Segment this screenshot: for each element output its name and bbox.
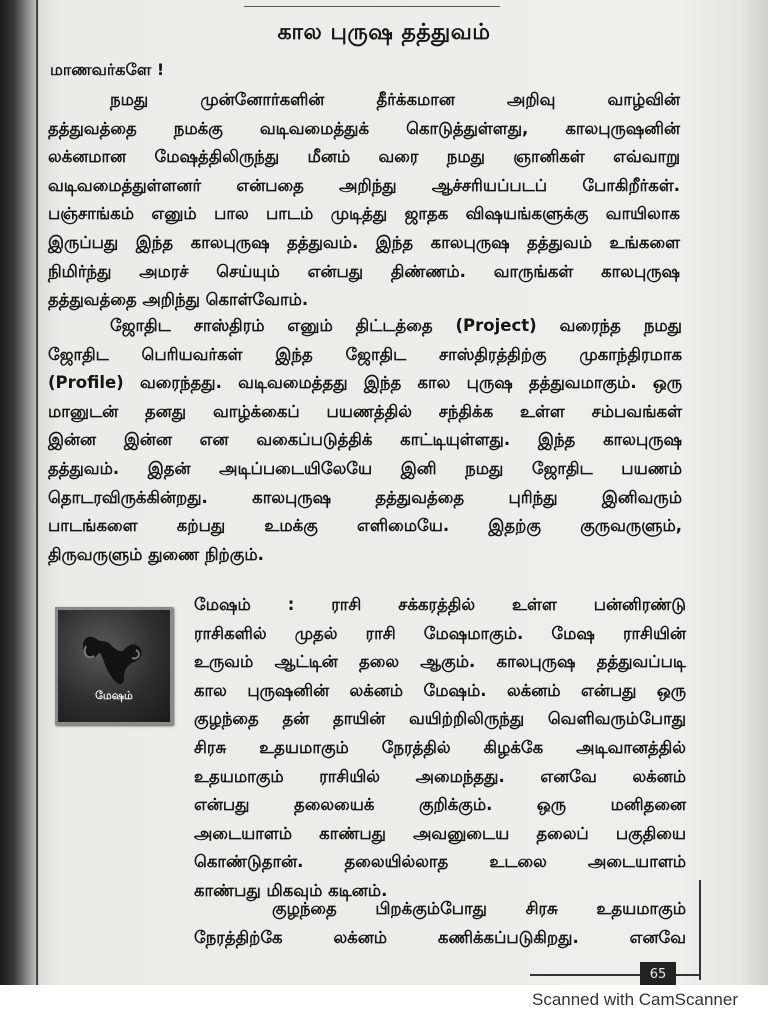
text-line: தத்துவத்தை அறிந்து கொள்வோம். [48, 290, 309, 310]
paragraph-child-birth [194, 895, 686, 952]
text-line: ஜோதிட பெரியவர்கள் இந்த ஜோதிட சாஸ்திரத்திற்கு முகாந்திரமாக [48, 344, 682, 364]
paragraph-project [48, 312, 682, 569]
ram-head-icon [58, 610, 170, 722]
text-line: ஜோதிட சாஸ்திரம் எனும் திட்டத்தை (Project) வரைந்த நமது [110, 316, 682, 335]
text-line: நிமிர்ந்து அமரச் செய்யும் என்பது திண்ணம். வாருங்கள் காலபுருஷ [48, 261, 680, 281]
text-line: (Profile) வரைந்தது. வடிவமைத்தது இந்த கால புருஷ தத்துவமாகும். ஒரு [48, 373, 682, 393]
left-margin-rule [36, 0, 38, 985]
text-line: காண்பது மிகவும் கடினம். [194, 880, 388, 900]
text-line: இன்ன இன்ன என வகைப்படுத்திக் காட்டியுள்ளது. இந்த காலபுருஷ [48, 430, 682, 450]
right-corner-rule [699, 880, 701, 980]
text-line: உதயமாகும் ராசியில் அமைந்தது. எனவே லக்னம் [194, 766, 686, 786]
text-line: என்பது தலையைக் குறிக்கும். ஒரு மனிதனை [194, 795, 686, 815]
paragraph-intro [48, 86, 680, 315]
text-line: மானுடன் தனது வாழ்க்கைப் பயணத்தில் சந்திக்க உள்ள சம்பவங்கள் [48, 401, 682, 421]
text-line: திருவருளும் துணை நிற்கும். [48, 544, 264, 564]
paragraph-mesham [194, 591, 686, 906]
text-line: அடையாளம் காண்பது அவனுடைய தலைப் பகுதியை [194, 823, 686, 843]
text-line: தத்துவத்தை நமக்கு வடிவமைத்துக் கொடுத்துள்ளது, காலபுருஷனின் [48, 118, 680, 138]
aries-ram-image [55, 607, 173, 725]
text-line: உருவம் ஆட்டின் தலை ஆகும். காலபுருஷ தத்துவப்படி [194, 652, 686, 672]
text-line: நமது முன்னோர்களின் தீர்க்கமான அறிவு வாழ்வின் [110, 90, 680, 109]
text-line: கொண்டுதான். தலையில்லாத உடலை அடையாளம் [194, 852, 686, 872]
text-line: சிரசு உதயமாகும் நேரத்தில் கிழக்கே அடிவானத்தில் [194, 737, 686, 757]
text-line: குழந்தை தன் தாயின் வயிற்றிலிருந்து வெளிவரும்போது [194, 709, 686, 729]
text-line: பாடங்களை கற்பது உமக்கு எளிமையே. இதற்கு குருவருளும், [48, 516, 682, 536]
text-line: ராசிகளில் முதல் ராசி மேஷமாகும். மேஷ ராசியின் [194, 623, 686, 643]
text-line: லக்னமான மேஷத்திலிருந்து மீனம் வரை நமது ஞானிகள் எவ்வாறு [48, 147, 680, 167]
text-line: நேரத்திற்கே லக்னம் கணிக்கப்படுகிறது. எனவே [194, 927, 686, 947]
camscanner-watermark: Scanned with CamScanner [531, 990, 738, 1009]
text-line: பஞ்சாங்கம் எனும் பால பாடம் முடித்து ஜாதக விஷயங்களுக்கு வாயிலாக [48, 204, 680, 224]
salutation: மாணவர்களே ! [50, 60, 165, 79]
page-number: 65 [640, 962, 676, 985]
text-line: இருப்பது இந்த காலபுருஷ தத்துவம். இந்த காலபுருஷ தத்துவம் உங்களை [48, 232, 680, 252]
text-line: தத்துவம். இதன் அடிப்படையிலேயே இனி நமது ஜோதிட பயணம் [48, 458, 682, 478]
page-title: கால புருஷ தத்துவம் [277, 20, 491, 45]
image-caption: மேஷம் [95, 689, 133, 702]
text-line: மேஷம் : ராசி சக்கரத்தில் உள்ள பன்னிரண்டு [194, 595, 686, 614]
text-line: வடிவமைத்துள்ளனர் என்பதை அறிந்து ஆச்சரியப்படப் போகிறீர்கள். [48, 175, 680, 195]
text-line: குழந்தை பிறக்கும்போது சிரசு உதயமாகும் [272, 899, 686, 918]
text-line: தொடரவிருக்கின்றது. காலபுருஷ தத்துவத்தை புரிந்து இனிவரும் [48, 487, 682, 507]
top-rule [244, 6, 500, 7]
text-line: கால புருஷனின் லக்னம் மேஷம். லக்னம் என்பது ஒரு [194, 680, 686, 700]
